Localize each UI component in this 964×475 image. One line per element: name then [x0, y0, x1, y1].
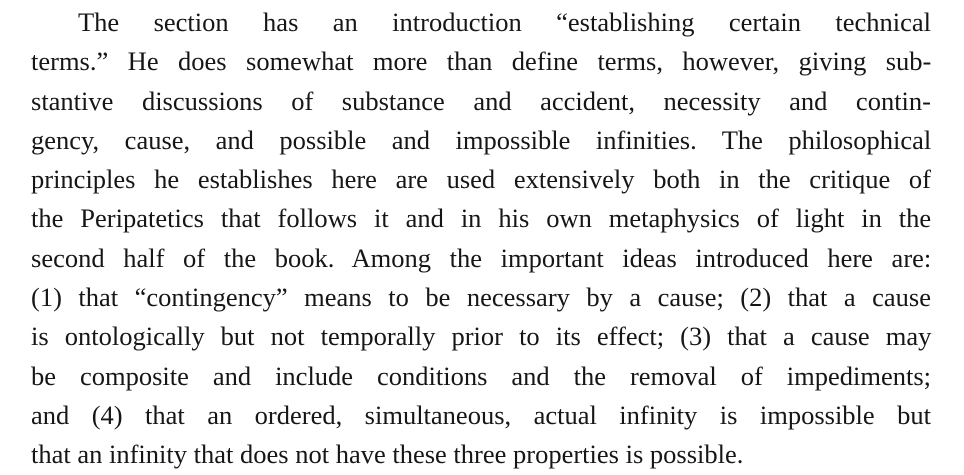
paragraph-line-4: gency, cause, and possible and impossible infinities. The philosophical [31, 124, 932, 155]
paragraph-line-9: is ontologically but not temporally prior to its effect; (3) that a cause may [31, 321, 932, 352]
paragraph-line-5: principles he establishes here are used extensively both in the critique of [31, 164, 931, 195]
paragraph-line-1: The section has an introduction “establishing certain technical [78, 7, 931, 37]
paragraph-line-3: stantive discussions of substance and accident, necessity and contin- [31, 85, 931, 116]
paragraph-line-11: and (4) that an ordered, simultaneous, actual infinity is impossible but [31, 399, 931, 430]
paragraph-line-7: second half of the book. Among the important ideas introduced here are: [31, 242, 932, 273]
paragraph-line-12: that an infinity that does not have these three properties is possible. [31, 439, 744, 470]
paragraph-line-8: (1) that “contingency” means to be necessary by a cause; (2) that a cause [31, 282, 931, 313]
paragraph-line-10: be composite and include conditions and the removal of impediments; [31, 360, 932, 391]
paragraph-line-2: terms.” He does somewhat more than define terms, however, giving sub- [31, 46, 932, 77]
body-paragraph [31, 3, 931, 475]
paragraph-line-6: the Peripatetics that follows it and in his own metaphysics of light in the [31, 203, 932, 234]
